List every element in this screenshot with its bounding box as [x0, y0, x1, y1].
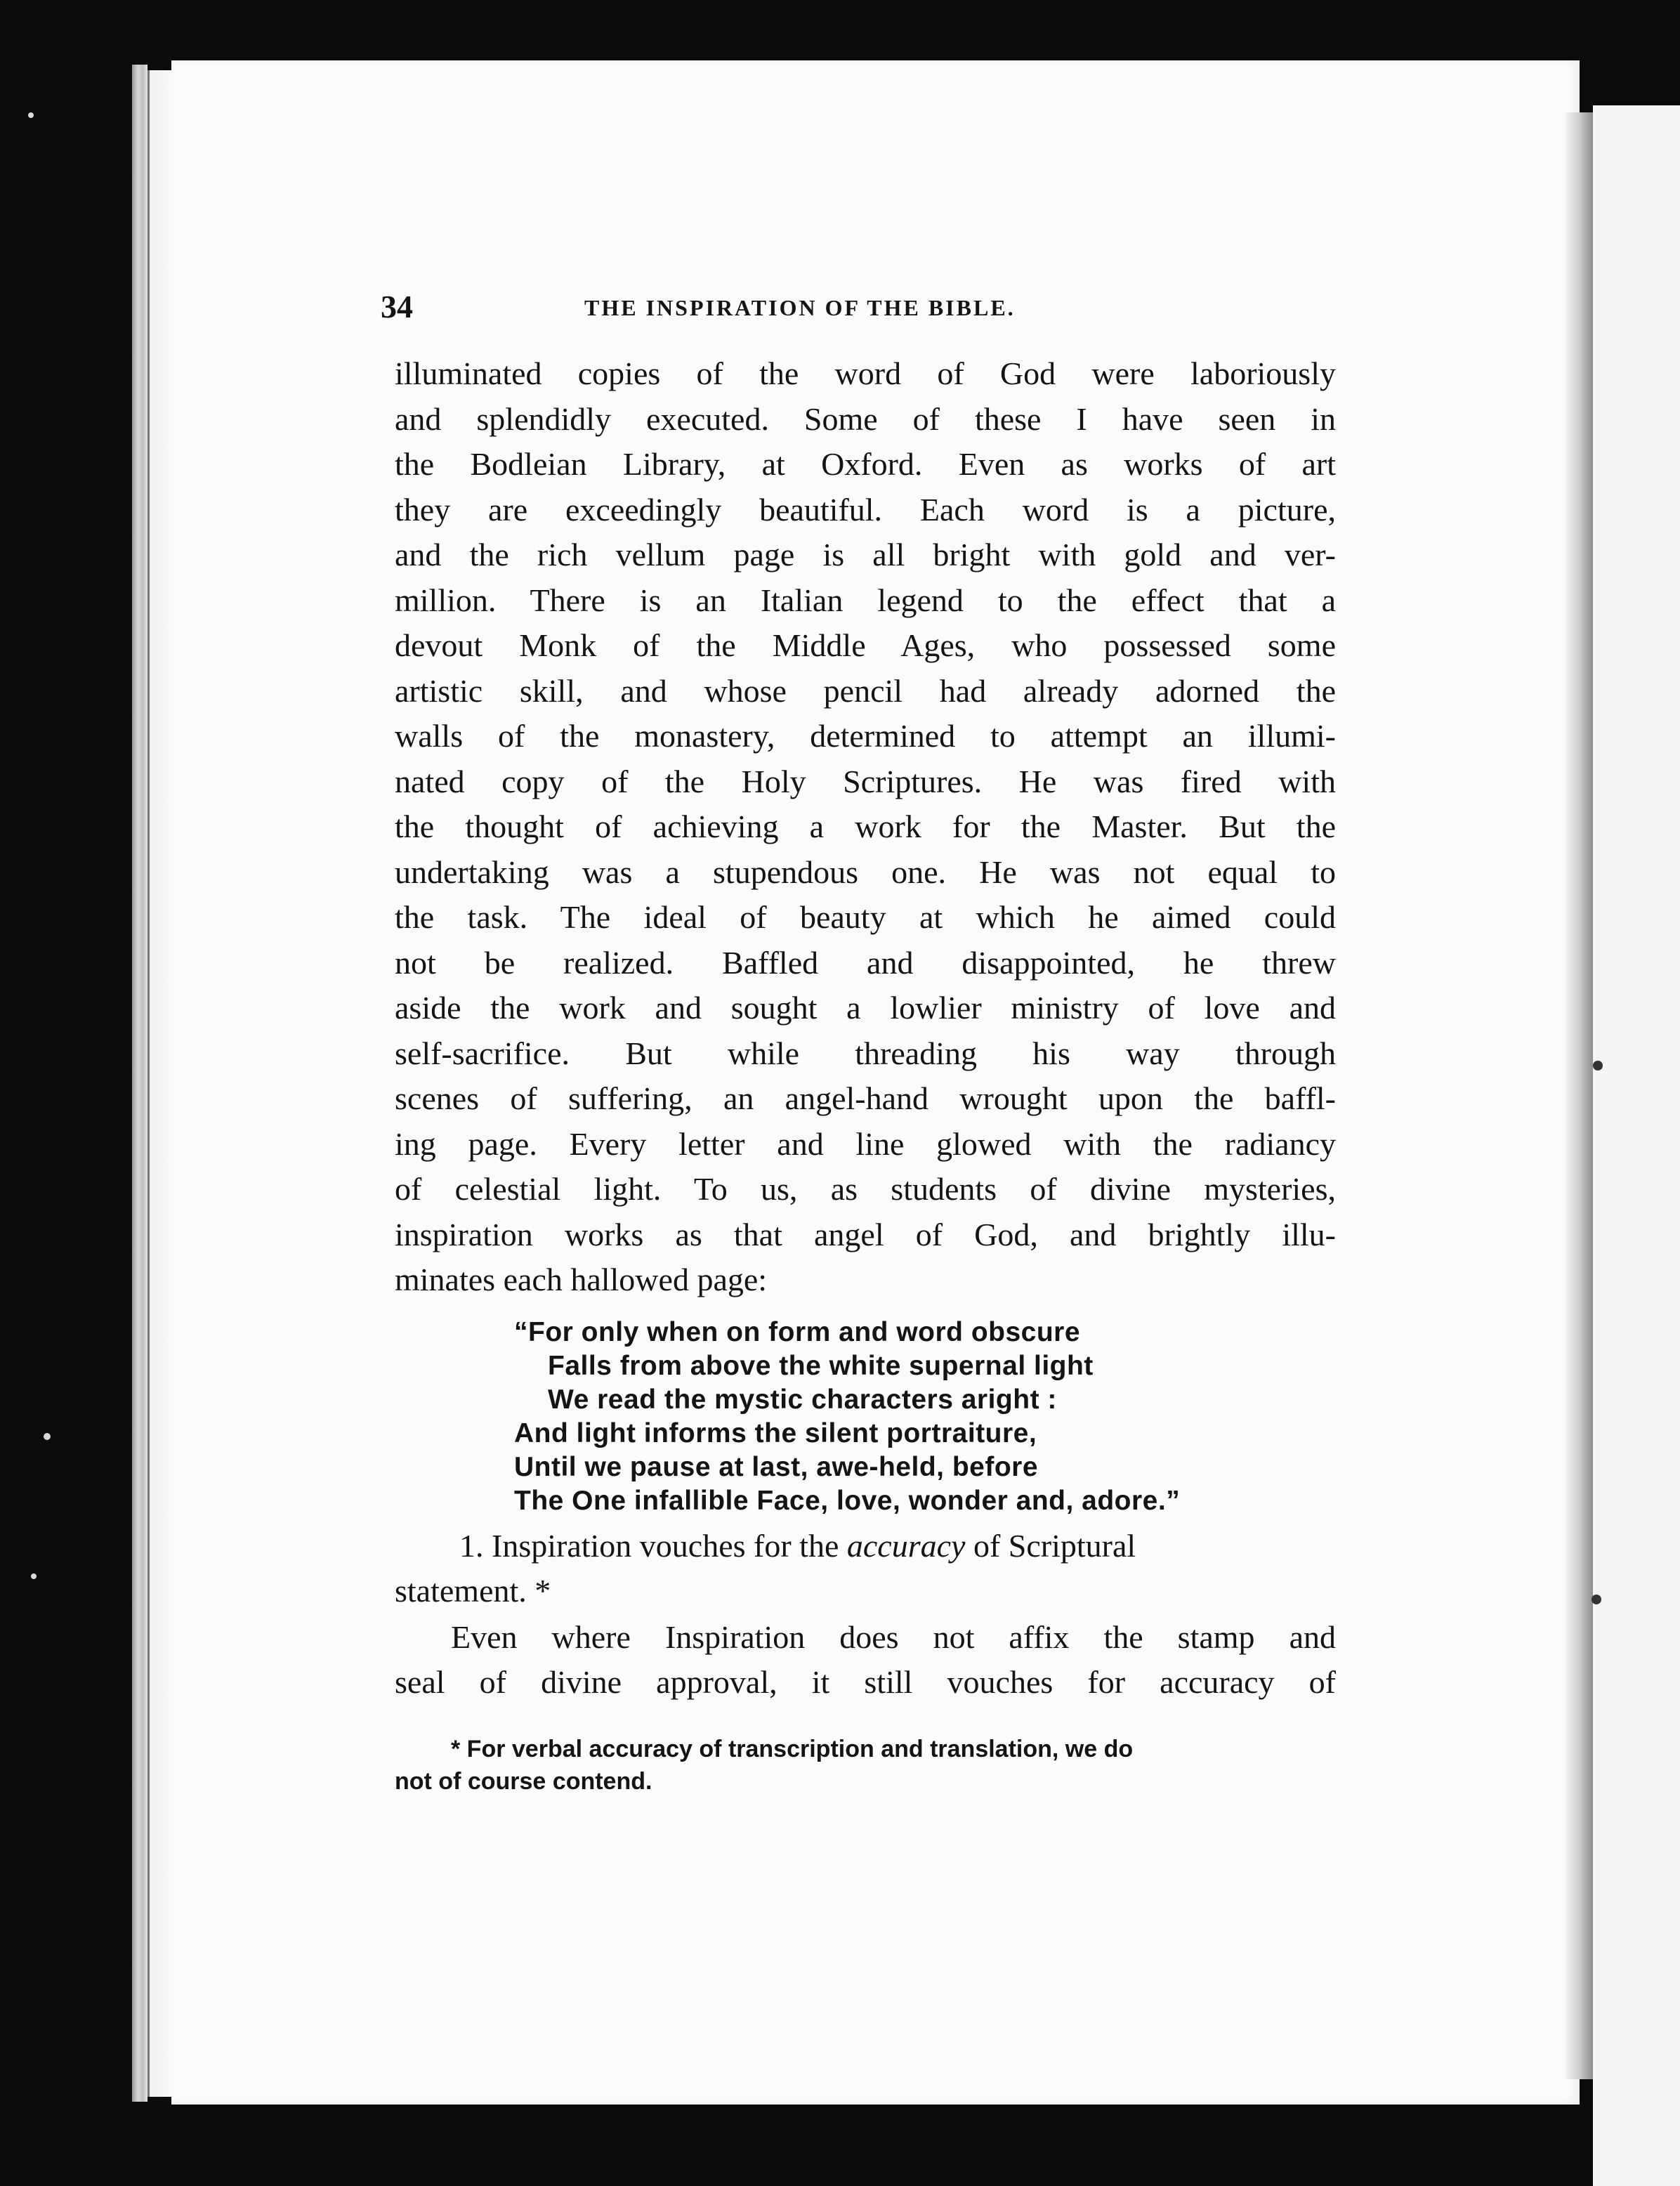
numbered-point-prefix: 1. Inspiration vouches for the — [459, 1527, 847, 1564]
poem-line: The One infallible Face, love, wonder and, adore.” — [514, 1485, 1181, 1516]
scan-speck — [31, 1573, 37, 1579]
body-paragraph-2 — [395, 1615, 1336, 1705]
text-line: the thought of achieving a work for the Master. But the — [395, 809, 1336, 844]
text-line: minates each hallowed page: — [395, 1262, 768, 1297]
text-line: Even where Inspiration does not affix the stamp and — [451, 1618, 1336, 1655]
binding-gutter — [1565, 112, 1593, 2079]
text-line: nated copy of the Holy Scriptures. He was fired with — [395, 763, 1336, 799]
text-line: walls of the monastery, determined to attempt an illumi- — [395, 718, 1336, 754]
running-head — [381, 288, 1336, 337]
text-line: not be realized. Baffled and disappointed, he threw — [395, 944, 1336, 981]
page-stack-edge-inner — [147, 70, 173, 2097]
text-line: they are exceedingly beautiful. Each word is a picture, — [395, 491, 1336, 528]
running-title: THE INSPIRATION OF THE BIBLE. — [584, 295, 1016, 320]
scan-speck — [1592, 1595, 1601, 1604]
page-stack-edge — [132, 65, 147, 2102]
text-line: self-sacrifice. But while threading his way through — [395, 1035, 1336, 1071]
scan-speck — [28, 112, 34, 118]
page-number: 34 — [381, 289, 413, 325]
body-paragraph — [395, 351, 1336, 1303]
text-line: million. There is an Italian legend to the effect that a — [395, 582, 1336, 618]
text-line: devout Monk of the Middle Ages, who possessed some — [395, 627, 1336, 663]
text-line: illuminated copies of the word of God were laboriously — [395, 355, 1336, 391]
poem-line: “For only when on form and word obscure — [514, 1316, 1081, 1347]
footnote-line: not of course contend. — [395, 1767, 652, 1795]
text-line: of celestial light. To us, as students of divine mysteries, — [395, 1171, 1336, 1207]
scan-speck — [1593, 1061, 1603, 1071]
numbered-point — [395, 1524, 1336, 1614]
text-line: undertaking was a stupendous one. He was not equal to — [395, 853, 1336, 890]
text-line: aside the work and sought a lowlier ministry of love and — [395, 990, 1336, 1026]
facing-page-edge — [1593, 105, 1680, 2186]
footnote-line: * For verbal accuracy of transcription and translation, we do — [451, 1735, 1134, 1762]
numbered-point-continuation: statement. * — [395, 1572, 551, 1609]
scan-speck — [44, 1433, 51, 1440]
page-text-block — [381, 288, 1336, 1798]
poem-quotation — [514, 1316, 1336, 1518]
poem-line: We read the mystic characters aright : — [548, 1384, 1057, 1415]
numbered-point-emphasis: accuracy — [846, 1527, 966, 1564]
footnote — [395, 1733, 1336, 1798]
text-line: the task. The ideal of beauty at which he aimed could — [395, 899, 1336, 935]
text-line: and splendidly executed. Some of these I have seen in — [395, 400, 1336, 437]
text-line: the Bodleian Library, at Oxford. Even as works of art — [395, 446, 1336, 482]
numbered-point-suffix: of Scriptural — [965, 1527, 1136, 1564]
text-line: scenes of suffering, an angel-hand wrought upon the baffl- — [395, 1080, 1336, 1116]
text-line: artistic skill, and whose pencil had already adorned the — [395, 672, 1336, 709]
poem-line: Until we pause at last, awe-held, before — [514, 1451, 1039, 1482]
poem-line: And light informs the silent portraiture, — [514, 1418, 1037, 1448]
text-line: ing page. Every letter and line glowed with the radiancy — [395, 1125, 1336, 1162]
numbered-point-heading — [395, 1524, 1336, 1569]
text-line: seal of divine approval, it still vouches for accuracy of — [395, 1663, 1336, 1700]
poem-line: Falls from above the white supernal light — [548, 1350, 1094, 1381]
text-line: and the rich vellum page is all bright with gold and ver- — [395, 537, 1336, 572]
text-line: inspiration works as that angel of God, and brightly illu- — [395, 1216, 1336, 1252]
